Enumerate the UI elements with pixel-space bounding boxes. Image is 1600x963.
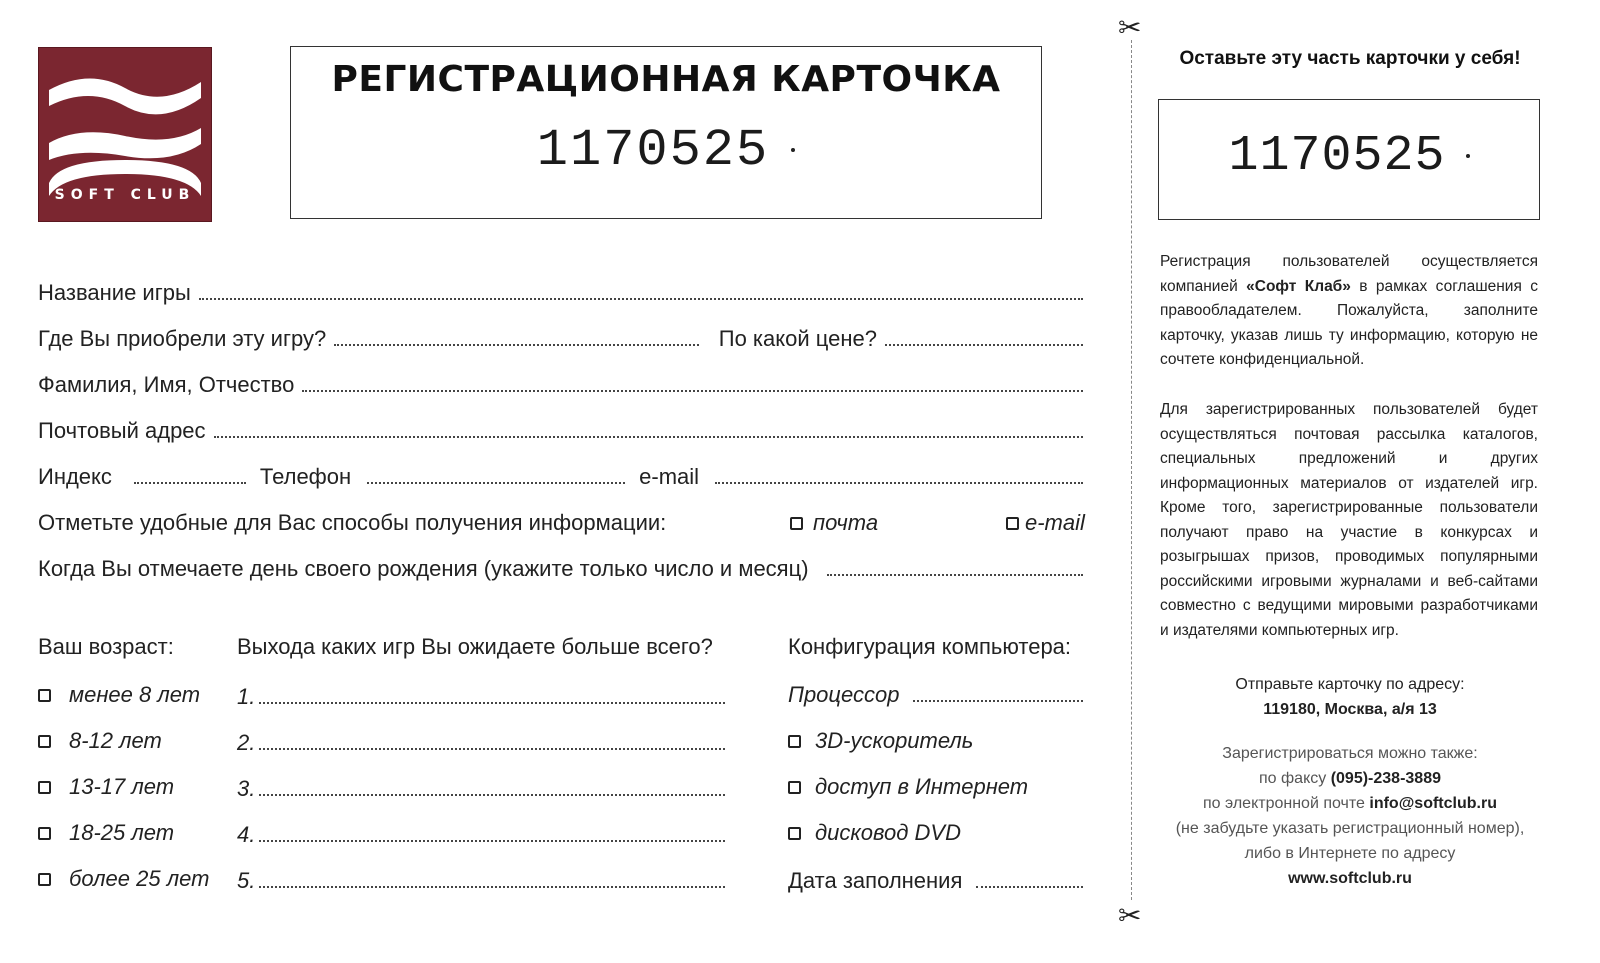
contact-methods-row [38, 506, 1083, 536]
config-option[interactable]: 3D-ускоритель [788, 728, 973, 754]
email-field[interactable] [715, 482, 1083, 484]
index-label: Индекс [38, 464, 112, 489]
full-name-field[interactable] [302, 390, 1083, 392]
email-link[interactable]: info@softclub.ru [1369, 795, 1497, 812]
checkbox-icon[interactable] [38, 781, 51, 794]
page-title: РЕГИСТРАЦИОННАЯ КАРТОЧКА [331, 59, 1001, 100]
postal-address-field[interactable] [214, 436, 1083, 438]
checkbox-icon[interactable] [38, 873, 51, 886]
stub-paragraph-1: Регистрация пользователей осуществляется компанией «Софт Клаб» в рамках соглашения с правообладателем. Пожалуйста, заполните карточку, указав лишь ту информацию, которую не сочтете конфиденциальной. [1160, 253, 1538, 368]
date-label: Дата заполнения [788, 868, 963, 893]
index-field[interactable] [134, 482, 246, 484]
birthday-row [38, 552, 1083, 582]
date-field[interactable] [976, 886, 1083, 888]
price-label: По какой цене? [718, 326, 877, 351]
wishlist-field[interactable] [259, 794, 725, 796]
phone-label: Телефон [259, 464, 352, 489]
wishlist-row [237, 682, 725, 710]
config-option[interactable]: дисковод DVD [788, 820, 961, 846]
contact-email-option[interactable]: e-mail [1006, 510, 1085, 536]
stub-number-box [1158, 99, 1540, 220]
checkbox-icon[interactable] [38, 827, 51, 840]
wishlist-field[interactable] [259, 702, 725, 704]
config-option[interactable]: доступ в Интернет [788, 774, 1028, 800]
checkbox-icon[interactable] [38, 689, 51, 702]
contact-methods-label: Отметьте удобные для Вас способы получения информации: [38, 510, 667, 535]
send-address: 119180, Москва, а/я 13 [1263, 701, 1437, 718]
date-row [788, 864, 1083, 894]
game-name-label: Название игры [38, 280, 191, 305]
age-heading: Ваш возраст: [38, 634, 174, 659]
purchase-row [38, 322, 1083, 352]
wishlist-row [237, 866, 725, 894]
price-field[interactable] [885, 344, 1083, 346]
wishlist-row [237, 728, 725, 756]
checkbox-icon[interactable] [788, 781, 801, 794]
wishlist-number: 2. [237, 730, 256, 755]
reminder-text: (не забудьте указать регистрационный номер), [1175, 820, 1525, 837]
processor-row [788, 680, 1083, 708]
checkbox-icon[interactable] [790, 517, 803, 530]
web-label: либо в Интернете по адресу [1244, 845, 1456, 862]
stub-paragraph-2: Для зарегистрированных пользователей будет осуществляться почтовая рассылка каталогов, специальных предложений и других информационных материалов от издателей игр. Кроме того, зарегистрированные пользователи получают право на участие в конкурсах и розыгрышах призов, проводимых популярными российскими игровыми журналами и веб-сайтами совместно с ведущими мировыми разработчиками и издателями компьютерных игр. [1160, 401, 1538, 639]
send-label: Отправьте карточку по адресу: [1235, 676, 1465, 693]
age-option[interactable]: менее 8 лет [38, 682, 200, 708]
logo-text: SOFT CLUB [54, 187, 196, 203]
address-row [38, 414, 1083, 444]
email-label: e-mail [639, 464, 700, 489]
cut-line [1131, 40, 1132, 900]
wishlist-number: 5. [237, 868, 256, 893]
birthday-label: Когда Вы отмечаете день своего рождения (укажите только число и месяц) [38, 556, 809, 581]
wishlist-field[interactable] [259, 840, 725, 842]
checkbox-icon[interactable] [788, 827, 801, 840]
where-bought-label: Где Вы приобрели эту игру? [38, 326, 327, 351]
wishlist-heading: Выхода каких игр Вы ожидаете больше всего? [237, 634, 713, 659]
contact-mail-option[interactable]: почта [790, 510, 1006, 536]
full-name-label: Фамилия, Имя, Отчество [38, 372, 295, 397]
wishlist-number: 3. [237, 776, 256, 801]
config-heading: Конфигурация компьютера: [788, 634, 1072, 659]
stub-header: Оставьте эту часть карточки у себя! [1179, 48, 1521, 69]
wishlist-row [237, 774, 725, 802]
wishlist-row [237, 820, 725, 848]
checkbox-icon[interactable] [1006, 517, 1019, 530]
stub-registration-number: 1170525 [1159, 128, 1539, 185]
website-link[interactable]: www.softclub.ru [1288, 870, 1412, 887]
phone-field[interactable] [367, 482, 625, 484]
scissors-icon: ✂ [1118, 900, 1142, 931]
birthday-field[interactable] [827, 574, 1083, 576]
age-option[interactable]: 18-25 лет [38, 820, 174, 846]
age-option[interactable]: 13-17 лет [38, 774, 174, 800]
soft-club-logo [38, 47, 212, 222]
email-line: по электронной почте info@softclub.ru [1203, 795, 1497, 812]
wishlist-number: 1. [237, 684, 256, 709]
processor-label: Процессор [788, 682, 900, 707]
where-bought-field[interactable] [334, 344, 699, 346]
postal-address-label: Почтовый адрес [38, 418, 206, 443]
processor-field[interactable] [913, 700, 1083, 702]
wishlist-field[interactable] [259, 748, 725, 750]
also-label: Зарегистрироваться можно также: [1222, 745, 1478, 762]
scissors-icon: ✂ [1118, 12, 1142, 43]
contact-row [38, 460, 1083, 490]
age-option[interactable]: 8-12 лет [38, 728, 162, 754]
wishlist-number: 4. [237, 822, 256, 847]
checkbox-icon[interactable] [788, 735, 801, 748]
registration-number: 1170525 [291, 121, 1041, 180]
fax-line: по факсу (095)-238-3889 [1259, 770, 1441, 787]
game-name-field[interactable] [199, 298, 1083, 300]
checkbox-icon[interactable] [38, 735, 51, 748]
full-name-row [38, 368, 1083, 398]
wishlist-field[interactable] [259, 886, 725, 888]
title-box [290, 46, 1042, 219]
game-name-row [38, 276, 1083, 306]
age-option[interactable]: более 25 лет [38, 866, 209, 892]
